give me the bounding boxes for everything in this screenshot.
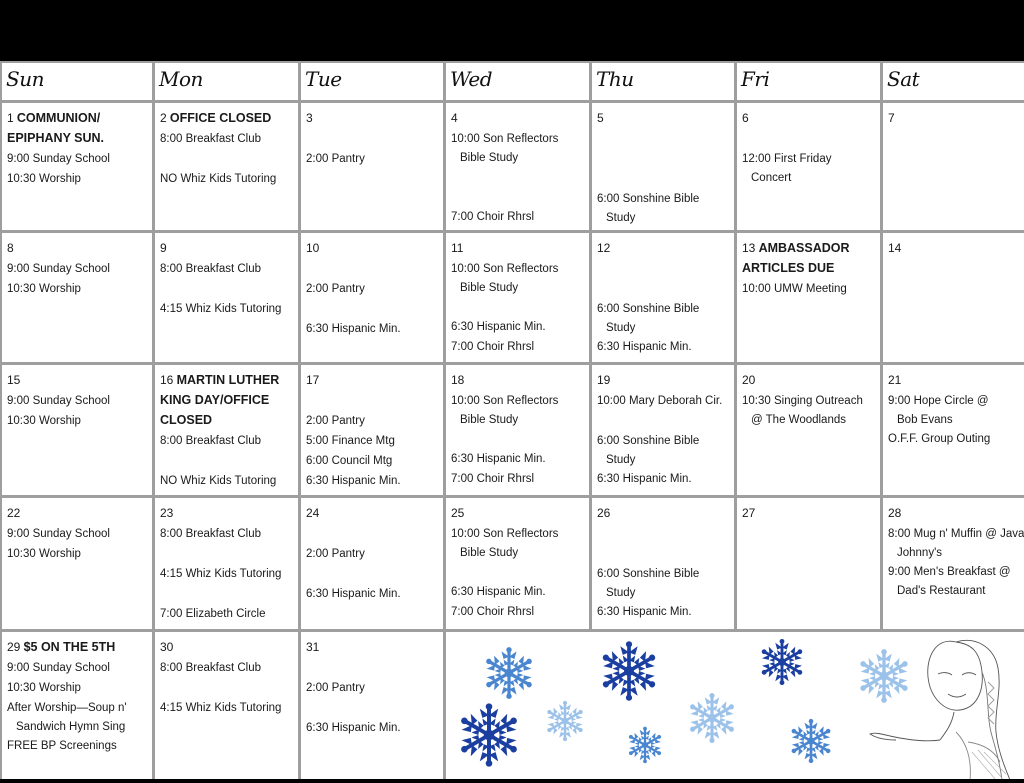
day-cell[interactable]: [737, 498, 880, 629]
day-number: 13: [742, 241, 756, 255]
day-cell[interactable]: [301, 365, 443, 495]
weekday-header-tue: Tue: [301, 63, 443, 100]
day-header: [451, 504, 589, 524]
event-item: [742, 391, 880, 429]
day-cell[interactable]: [155, 365, 298, 495]
day-number: 7: [888, 111, 895, 125]
day-cell[interactable]: [301, 233, 443, 362]
event-item: [160, 524, 298, 544]
spacer: [160, 544, 298, 564]
day-title: MARTIN LUTHER KING DAY/OFFICE CLOSED: [160, 373, 280, 427]
event-item: [7, 169, 152, 189]
event-text: 8:00 Breakfast Club: [160, 435, 262, 447]
event-item: [451, 602, 589, 622]
event-item: [451, 391, 589, 429]
snowflake-icon: [788, 718, 834, 768]
event-item: [160, 564, 298, 584]
day-cell[interactable]: [301, 498, 443, 629]
day-header: [7, 109, 152, 149]
day-cell[interactable]: [2, 632, 152, 782]
day-header: [306, 239, 443, 259]
event-item: [7, 658, 152, 678]
snowflake-icon: [544, 700, 586, 746]
event-text: 6:30 Hispanic Min.: [306, 475, 401, 487]
day-number: 5: [597, 111, 604, 125]
event-text: After Worship—Soup n': [7, 702, 127, 714]
event-item: [7, 391, 152, 411]
footer-band: [0, 779, 1024, 783]
event-text: 10:00 Son Reflectors: [451, 263, 559, 275]
event-item: [306, 718, 443, 738]
event-text: 6:00 Sonshine Bible: [597, 303, 700, 315]
event-text: FREE BP Screenings: [7, 740, 117, 752]
event-text: 6:00 Sonshine Bible: [597, 435, 700, 447]
event-item: [160, 698, 298, 718]
snowflake-icon: [456, 702, 522, 772]
event-text: 10:30 Worship: [7, 548, 81, 560]
event-text: 8:00 Breakfast Club: [160, 662, 262, 674]
spacer: [306, 564, 443, 584]
event-text-continued: Bible Study: [460, 547, 519, 559]
event-text: 9:00 Sunday School: [7, 395, 110, 407]
event-text: 10:30 Worship: [7, 173, 81, 185]
event-text: 9:00 Hope Circle @: [888, 395, 989, 407]
day-number: 9: [160, 241, 167, 255]
event-item: [306, 319, 443, 339]
day-header: [888, 239, 1024, 259]
event-text: 10:30 Worship: [7, 682, 81, 694]
day-title: $5 ON THE 5TH: [23, 640, 116, 654]
weekday-header-sun: Sun: [2, 63, 152, 100]
day-header: [888, 109, 1024, 129]
spacer: [451, 187, 589, 207]
spacer: [597, 544, 734, 564]
princess-illustration: [856, 632, 1024, 782]
day-cell[interactable]: [301, 103, 443, 230]
day-header: [597, 371, 734, 391]
day-number: 22: [7, 506, 21, 520]
event-item: [160, 129, 298, 149]
event-text: 2:00 Pantry: [306, 283, 365, 295]
event-text: 6:30 Hispanic Min.: [597, 606, 692, 618]
winter-decoration: [446, 632, 1024, 782]
weekday-header-thu: Thu: [592, 63, 734, 100]
event-item: [306, 279, 443, 299]
event-text: 6:30 Hispanic Min.: [306, 588, 401, 600]
day-title: AMBASSADOR ARTICLES DUE: [742, 241, 850, 275]
event-item: [597, 602, 734, 622]
event-text: 10:00 UMW Meeting: [742, 283, 847, 295]
event-text: 10:00 Mary Deborah Cir.: [597, 395, 723, 407]
event-item: [306, 471, 443, 491]
day-header: [160, 239, 298, 259]
day-title: OFFICE CLOSED: [169, 111, 272, 125]
event-item: [160, 299, 298, 319]
spacer: [160, 279, 298, 299]
snowflake-icon: [598, 640, 660, 706]
day-number: 20: [742, 373, 756, 387]
day-header: [742, 504, 880, 524]
spacer: [597, 149, 734, 169]
day-number: 3: [306, 111, 313, 125]
day-cell[interactable]: [883, 498, 1024, 629]
event-text: 6:30 Hispanic Min.: [451, 586, 546, 598]
day-header: [306, 504, 443, 524]
day-cell[interactable]: [737, 233, 880, 362]
event-text: NO Whiz Kids Tutoring: [160, 475, 277, 487]
event-text: 10:30 Worship: [7, 415, 81, 427]
day-cell[interactable]: [155, 498, 298, 629]
event-item: [7, 678, 152, 698]
event-item: [742, 149, 880, 187]
event-text: 2:00 Pantry: [306, 415, 365, 427]
spacer: [597, 411, 734, 431]
day-header: [160, 638, 298, 658]
day-number: 27: [742, 506, 756, 520]
event-text: 9:00 Men's Breakfast @: [888, 566, 1011, 578]
day-header: [742, 239, 880, 279]
event-item: [597, 189, 734, 227]
event-text: 9:00 Sunday School: [7, 153, 110, 165]
event-item: [451, 259, 589, 297]
event-item: [597, 469, 734, 489]
event-text: 2:00 Pantry: [306, 548, 365, 560]
day-cell[interactable]: [155, 632, 298, 782]
event-item: [888, 391, 1024, 429]
event-item: [160, 471, 298, 491]
spacer: [160, 149, 298, 169]
day-number: 11: [451, 241, 464, 255]
event-text: 6:30 Hispanic Min.: [451, 321, 546, 333]
event-text-continued: Bob Evans: [897, 414, 953, 426]
event-text: NO Whiz Kids Tutoring: [160, 173, 277, 185]
event-item: [306, 451, 443, 471]
event-text: 6:30 Hispanic Min.: [306, 323, 401, 335]
event-text: 6:30 Hispanic Min.: [597, 473, 692, 485]
event-item: [306, 678, 443, 698]
day-header: [160, 371, 298, 431]
event-item: [451, 449, 589, 469]
event-item: [451, 524, 589, 562]
event-text: 10:00 Son Reflectors: [451, 528, 559, 540]
event-text: 6:30 Hispanic Min.: [451, 453, 546, 465]
day-number: 18: [451, 373, 465, 387]
weekday-header-wed: Wed: [446, 63, 589, 100]
spacer: [451, 429, 589, 449]
event-item: [7, 259, 152, 279]
day-header: [888, 371, 1024, 391]
day-header: [7, 239, 152, 259]
day-number: 17: [306, 373, 320, 387]
day-number: 21: [888, 373, 902, 387]
spacer: [160, 451, 298, 471]
spacer: [451, 297, 589, 317]
event-item: [160, 658, 298, 678]
day-number: 19: [597, 373, 611, 387]
event-item: [451, 582, 589, 602]
weekday-header-fri: Fri: [737, 63, 880, 100]
event-text: 2:00 Pantry: [306, 682, 365, 694]
day-cell[interactable]: [592, 498, 734, 629]
spacer: [597, 524, 734, 544]
event-text: 12:00 First Friday: [742, 153, 832, 165]
event-item: [451, 317, 589, 337]
day-header: [597, 109, 734, 129]
event-text: 4:15 Whiz Kids Tutoring: [160, 303, 282, 315]
day-cell[interactable]: [446, 498, 589, 629]
event-text: 6:30 Hispanic Min.: [597, 341, 692, 353]
spacer: [597, 169, 734, 189]
day-cell[interactable]: [2, 103, 152, 230]
event-text-continued: Dad's Restaurant: [897, 585, 986, 597]
event-item: [160, 604, 298, 624]
event-text: 6:00 Sonshine Bible: [597, 568, 700, 580]
event-text: 6:00 Sonshine Bible: [597, 193, 700, 205]
day-header: [160, 109, 298, 129]
spacer: [160, 584, 298, 604]
day-cell[interactable]: [737, 365, 880, 495]
event-item: [306, 411, 443, 431]
event-text: 2:00 Pantry: [306, 153, 365, 165]
event-text: 6:00 Council Mtg: [306, 455, 393, 467]
event-item: [306, 544, 443, 564]
event-item: [451, 129, 589, 167]
day-header: [7, 371, 152, 391]
event-text: 5:00 Finance Mtg: [306, 435, 395, 447]
day-number: 1: [7, 111, 14, 125]
day-number: 29: [7, 640, 21, 654]
spacer: [451, 562, 589, 582]
event-item: [7, 544, 152, 564]
calendar-grid: [0, 61, 1024, 779]
event-text-continued: Study: [606, 454, 636, 466]
event-item: [306, 584, 443, 604]
day-number: 10: [306, 241, 320, 255]
day-cell[interactable]: [446, 365, 589, 495]
day-header: [742, 109, 880, 129]
spacer: [597, 279, 734, 299]
spacer: [306, 524, 443, 544]
spacer: [160, 678, 298, 698]
day-cell[interactable]: [592, 103, 734, 230]
event-text: 7:00 Elizabeth Circle: [160, 608, 266, 620]
event-item: [7, 736, 152, 756]
day-number: 15: [7, 373, 21, 387]
event-item: [888, 562, 1024, 600]
day-title: COMMUNION/ EPIPHANY SUN.: [7, 111, 105, 145]
spacer: [306, 391, 443, 411]
day-header: [306, 109, 443, 129]
day-header: [597, 239, 734, 259]
spacer: [306, 129, 443, 149]
day-header: [160, 504, 298, 524]
spacer: [451, 167, 589, 187]
event-item: [742, 279, 880, 299]
day-cell[interactable]: [155, 233, 298, 362]
event-item: [160, 169, 298, 189]
day-header: [888, 504, 1024, 524]
day-number: 31: [306, 640, 320, 654]
spacer: [306, 299, 443, 319]
day-cell[interactable]: [2, 233, 152, 362]
day-number: 12: [597, 241, 611, 255]
day-header: [7, 504, 152, 524]
event-text: 9:00 Sunday School: [7, 263, 110, 275]
event-text-continued: Study: [606, 322, 636, 334]
day-cell[interactable]: [883, 103, 1024, 230]
day-number: 14: [888, 241, 902, 255]
event-text: 7:00 Choir Rhrsl: [451, 211, 535, 223]
event-item: [888, 429, 1024, 449]
event-text: 7:00 Choir Rhrsl: [451, 473, 535, 485]
event-text: 9:00 Sunday School: [7, 528, 110, 540]
event-item: [7, 524, 152, 544]
snowflake-icon: [626, 726, 664, 768]
event-text-continued: Johnny's: [897, 547, 943, 559]
day-number: 16: [160, 373, 174, 387]
spacer: [306, 698, 443, 718]
event-item: [597, 431, 734, 469]
event-text-continued: Study: [606, 587, 636, 599]
snowflake-icon: [686, 692, 738, 748]
day-number: 23: [160, 506, 174, 520]
event-text: 7:00 Choir Rhrsl: [451, 606, 535, 618]
day-cell[interactable]: [883, 233, 1024, 362]
event-text: 9:00 Sunday School: [7, 662, 110, 674]
event-text-continued: Bible Study: [460, 152, 519, 164]
spacer: [597, 259, 734, 279]
weekday-header-sat: Sat: [883, 63, 1024, 100]
event-item: [597, 337, 734, 357]
event-item: [160, 259, 298, 279]
header-band: [0, 0, 1024, 61]
day-number: 6: [742, 111, 749, 125]
snowflake-icon: [482, 646, 536, 704]
spacer: [306, 259, 443, 279]
event-text: 4:15 Whiz Kids Tutoring: [160, 702, 282, 714]
day-cell[interactable]: [446, 103, 589, 230]
event-text: 10:00 Son Reflectors: [451, 133, 559, 145]
day-number: 30: [160, 640, 174, 654]
day-cell[interactable]: [155, 103, 298, 230]
event-text-continued: @ The Woodlands: [751, 414, 846, 426]
event-item: [451, 337, 589, 357]
event-text-continued: Study: [606, 212, 636, 224]
day-cell[interactable]: [592, 365, 734, 495]
event-item: [306, 431, 443, 451]
day-cell[interactable]: [446, 233, 589, 362]
event-item: [597, 299, 734, 337]
day-number: 28: [888, 506, 902, 520]
event-text-continued: Bible Study: [460, 414, 519, 426]
event-text-continued: Sandwich Hymn Sing: [16, 721, 126, 733]
event-text: 4:15 Whiz Kids Tutoring: [160, 568, 282, 580]
day-number: 4: [451, 111, 458, 125]
event-item: [306, 149, 443, 169]
event-item: [597, 564, 734, 602]
event-item: [451, 469, 589, 489]
event-item: [160, 431, 298, 451]
spacer: [306, 658, 443, 678]
event-item: [7, 411, 152, 431]
weekday-header-mon: Mon: [155, 63, 298, 100]
event-text: O.F.F. Group Outing: [888, 433, 991, 445]
event-item: [888, 524, 1024, 562]
event-text: 8:00 Breakfast Club: [160, 133, 262, 145]
event-text: 10:30 Worship: [7, 283, 81, 295]
day-cell[interactable]: [592, 233, 734, 362]
event-text: 10:00 Son Reflectors: [451, 395, 559, 407]
day-cell[interactable]: [737, 103, 880, 230]
event-item: [451, 207, 589, 227]
snowflake-icon: [758, 638, 806, 690]
event-item: [7, 149, 152, 169]
event-text: 6:30 Hispanic Min.: [306, 722, 401, 734]
event-text: 7:00 Choir Rhrsl: [451, 341, 535, 353]
day-header: [306, 371, 443, 391]
day-header: [7, 638, 152, 658]
event-text: 8:00 Breakfast Club: [160, 528, 262, 540]
day-cell[interactable]: [883, 365, 1024, 495]
spacer: [742, 129, 880, 149]
day-header: [451, 239, 589, 259]
day-header: [451, 109, 589, 129]
event-text: 8:00 Mug n' Muffin @ Java: [888, 528, 1024, 540]
spacer: [597, 129, 734, 149]
day-cell[interactable]: [2, 365, 152, 495]
day-number: 24: [306, 506, 320, 520]
day-header: [306, 638, 443, 658]
day-number: 2: [160, 111, 167, 125]
event-text-continued: Bible Study: [460, 282, 519, 294]
event-item: [7, 279, 152, 299]
day-cell[interactable]: [301, 632, 443, 782]
event-text: 10:30 Singing Outreach: [742, 395, 863, 407]
day-header: [742, 371, 880, 391]
event-item: [597, 391, 734, 411]
day-number: 8: [7, 241, 14, 255]
day-header: [597, 504, 734, 524]
event-text-continued: Concert: [751, 172, 792, 184]
day-number: 26: [597, 506, 611, 520]
event-text: 8:00 Breakfast Club: [160, 263, 262, 275]
event-item: [7, 698, 152, 736]
day-number: 25: [451, 506, 465, 520]
day-header: [451, 371, 589, 391]
day-cell[interactable]: [2, 498, 152, 629]
